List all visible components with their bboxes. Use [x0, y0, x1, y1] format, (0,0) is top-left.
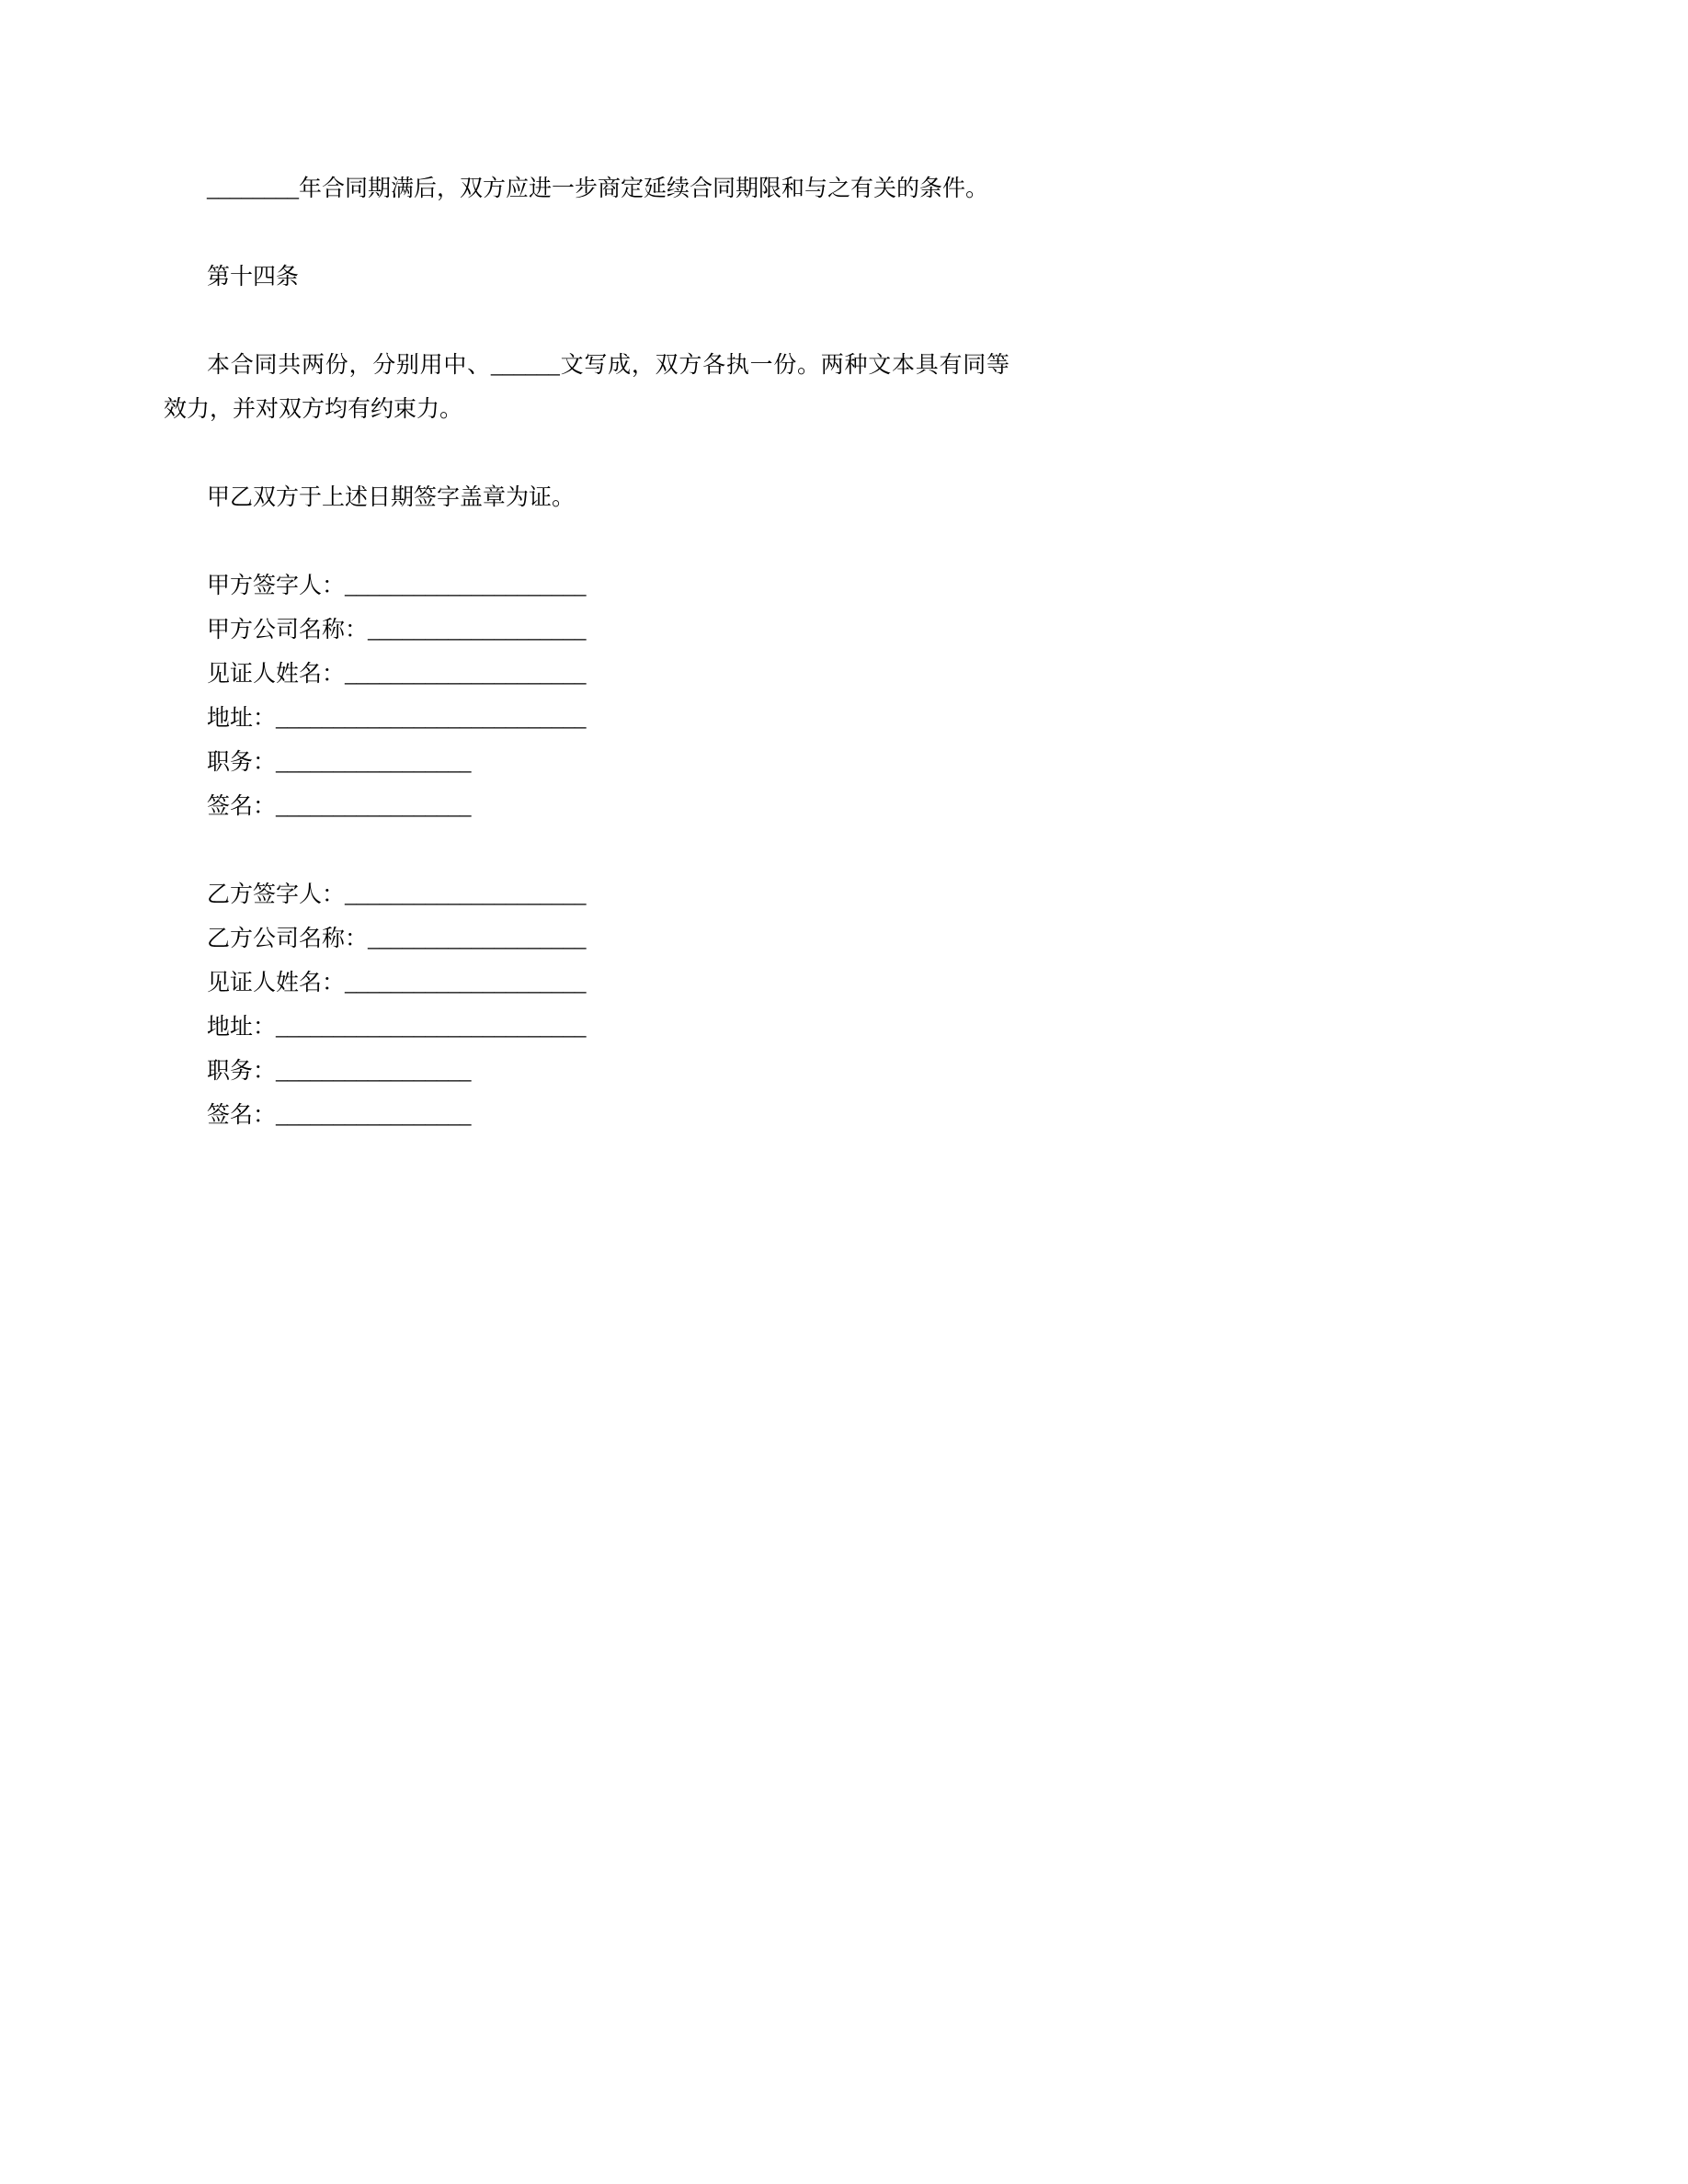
party-b-address-line: 地址：___________________________ — [207, 1015, 587, 1040]
party-a-title-line: 职务：_________________ — [207, 750, 472, 775]
party-a-signature-line: 签名：_________________ — [207, 794, 472, 819]
paragraph-contract-renewal: ________年合同期满后，双方应进一步商定延续合同期限和与之有关的条件。 — [207, 176, 989, 201]
party-b-signature-block — [164, 873, 1009, 1138]
paragraph-contract-copies: 本合同共两份，分别用中、______文写成，双方各执一份。两种文本具有同等效力，并对双方均有约束力。 — [164, 353, 1009, 422]
party-b-signer-line: 乙方签字人：_____________________ — [207, 882, 587, 907]
party-a-signer-line: 甲方签字人：_____________________ — [207, 574, 587, 598]
paragraph-signature-statement: 甲乙双方于上述日期签字盖章为证。 — [207, 485, 576, 510]
party-b-signature-line: 签名：_________________ — [207, 1103, 472, 1128]
party-b-witness-line: 见证人姓名：_____________________ — [207, 971, 587, 995]
party-b-title-line: 职务：_________________ — [207, 1059, 472, 1084]
article-14-heading: 第十四条 — [207, 265, 300, 290]
party-a-witness-line: 见证人姓名：_____________________ — [207, 662, 587, 687]
document-content — [164, 167, 1009, 1138]
party-b-company-line: 乙方公司名称：___________________ — [207, 927, 587, 951]
party-a-company-line: 甲方公司名称：___________________ — [207, 618, 587, 643]
party-a-address-line: 地址：___________________________ — [207, 706, 587, 731]
party-a-signature-block — [164, 564, 1009, 829]
